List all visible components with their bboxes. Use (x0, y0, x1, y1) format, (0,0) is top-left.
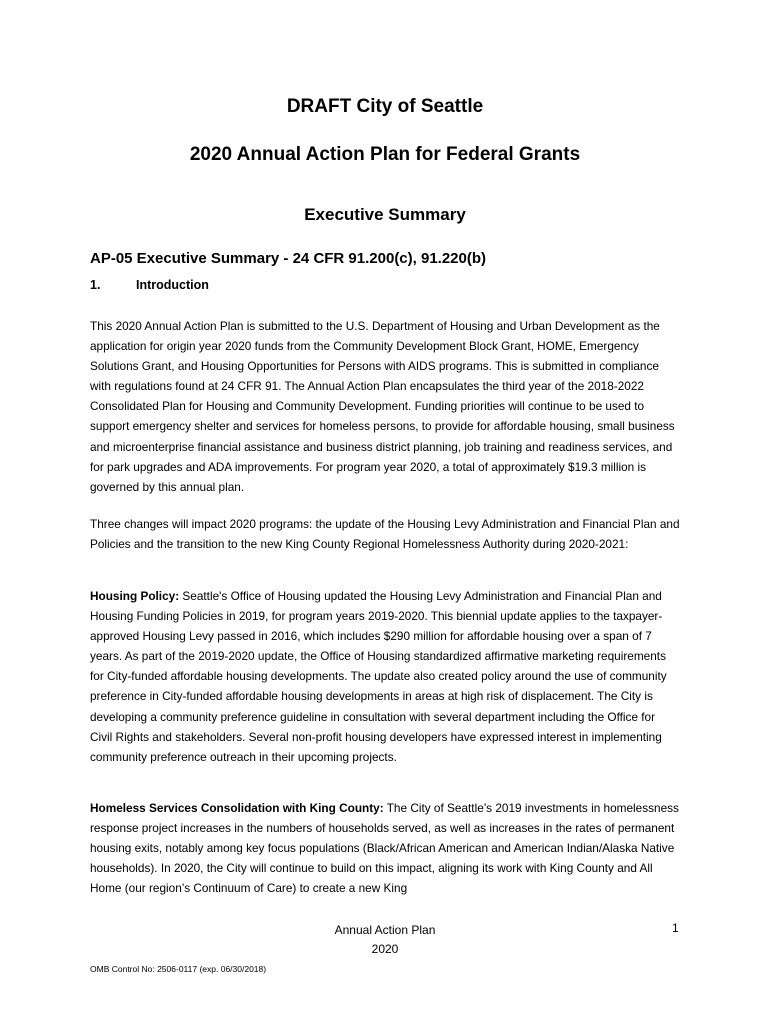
page-number: 1 (672, 921, 679, 935)
homeless-services-lead: Homeless Services Consolidation with King County: (90, 801, 384, 815)
document-title: DRAFT City of Seattle (286, 96, 484, 117)
homeless-services-paragraph (90, 798, 680, 898)
footer-year: 2020 (371, 942, 399, 956)
subsection-label: Introduction (136, 278, 209, 292)
footer (0, 921, 770, 959)
document-subtitle: 2020 Annual Action Plan for Federal Grants (189, 144, 581, 165)
section-heading: AP-05 Executive Summary - 24 CFR 91.200(c), 91.220(b) (90, 250, 487, 267)
housing-policy-paragraph (90, 586, 680, 767)
homeless-services-text: The City of Seattle’s 2019 investments in homelessness response project increases in the numbers of households served, as well as increases in the rates of permanent housing exits, notably among key focus populations (Black/African American and American Indian/Alaska Native households). In 2020, the City will continue to build on this impact, aligning its work with King County and All Home (our region’s Continuum of Care) to create a new King (90, 801, 679, 896)
changes-paragraph: Three changes will impact 2020 programs: the update of the Housing Levy Administration and Financial Plan and Policies and the transition to the new King County Regional Homelessness Authority during 2020-2021: (90, 517, 680, 552)
subsection-heading (90, 278, 209, 292)
subsection-number: 1. (90, 278, 101, 292)
housing-policy-lead: Housing Policy: (90, 589, 180, 603)
intro-paragraph: This 2020 Annual Action Plan is submitted to the U.S. Department of Housing and Urban Development as the application for origin year 2020 funds from the Community Development Block Grant, HOME, Emergency Solutions Grant, and Housing Opportunities for Persons with AIDS programs. This is submitted in compliance with regulations found at 24 CFR 91. The Annual Action Plan encapsulates the third year of the 2018-2022 Consolidated Plan for Housing and Community Development. Funding priorities will continue to be used to support emergency shelter and services for homeless persons, to provide for affordable housing, small business and microenterprise financial assistance and business district planning, job training and readiness services, and for park upgrades and ADA improvements. For program year 2020, a total of approximately $19.3 million is governed by this annual plan. (90, 319, 675, 494)
executive-summary-heading: Executive Summary (304, 205, 466, 224)
omb-control-number: OMB Control No: 2506-0117 (exp. 06/30/2018) (90, 964, 267, 974)
footer-plan-name: Annual Action Plan (334, 923, 436, 937)
housing-policy-text: Seattle's Office of Housing updated the Housing Levy Administration and Financial Plan and Housing Funding Policies in 2019, for program years 2019-2020. This biennial update applies to the taxpayer-approved Housing Levy passed in 2016, which includes $290 million for affordable housing over a span of 7 years. As part of the 2019-2020 update, the Office of Housing standardized affirmative marketing requirements for City-funded affordable housing developments. The update also created policy around the use of community preference in City-funded affordable housing developments in areas at high risk of displacement. The City is developing a community preference guideline in consultation with several department including the Office for Civil Rights and stakeholders. Several non-profit housing developers have expressed interest in implementing community preference outreach in their upcoming projects. (90, 589, 667, 764)
